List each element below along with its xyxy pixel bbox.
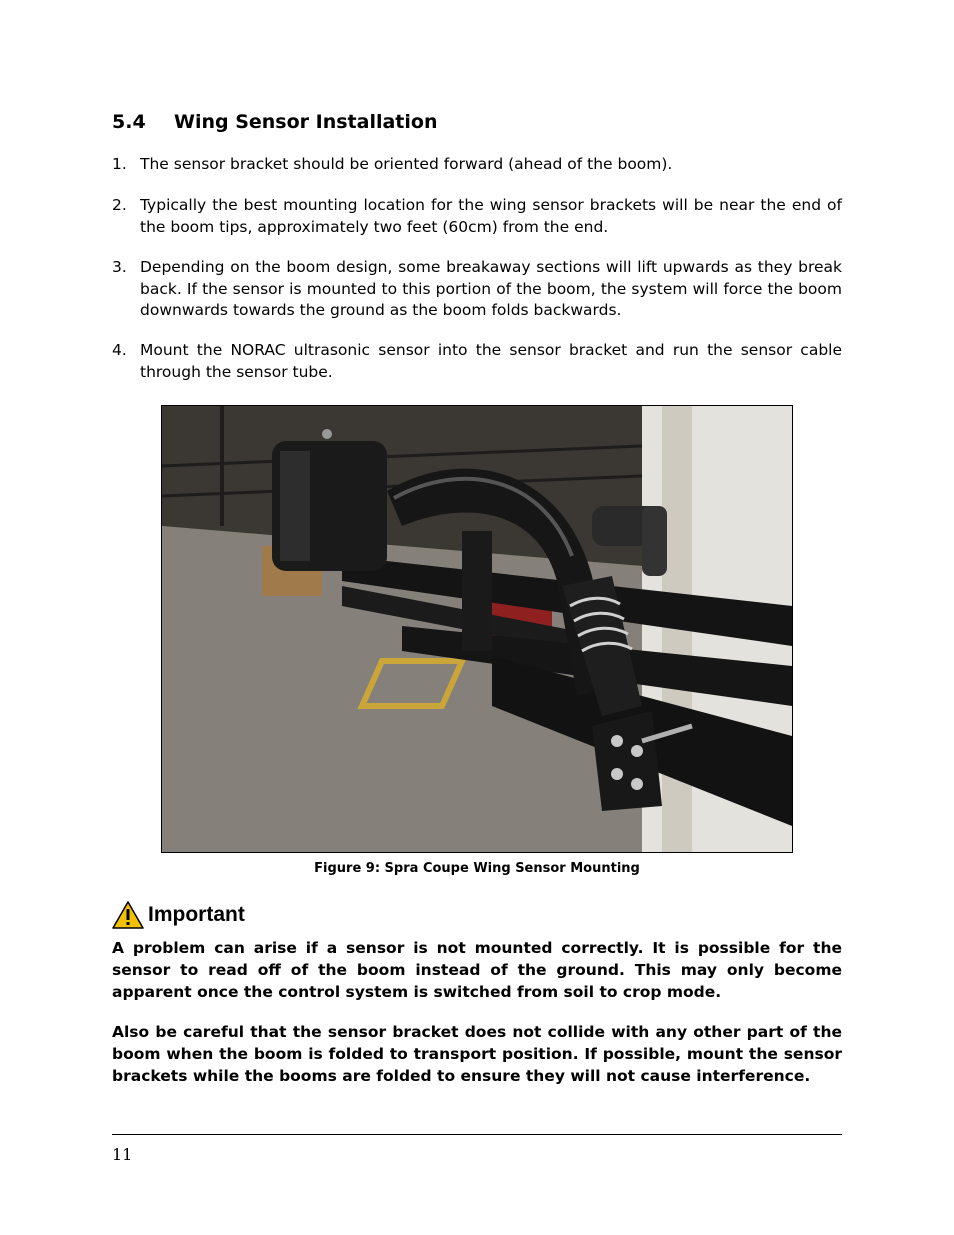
list-item: [112, 257, 842, 322]
list-item: [112, 195, 842, 238]
warning-triangle-icon: [112, 900, 144, 930]
page-number: 11: [112, 1145, 133, 1164]
section-title: Wing Sensor Installation: [174, 111, 438, 133]
step-text: Typically the best mounting location for the wing sensor brackets will be near the end of the boom tips, approximately two feet (60cm) from the end.: [140, 196, 842, 236]
step-text: The sensor bracket should be oriented forward (ahead of the boom).: [140, 155, 673, 173]
important-label: Important: [148, 903, 245, 926]
list-item: [112, 154, 842, 176]
step-number: 3.: [112, 258, 127, 276]
sensor-mounting-photo: [161, 405, 793, 853]
step-number: 1.: [112, 155, 127, 173]
section-heading: [112, 111, 438, 133]
photo-illustration: [162, 406, 792, 852]
important-paragraph: A problem can arise if a sensor is not mounted correctly. It is possible for the sensor to read off of the boom instead of the ground. This may only become apparent once the control system is switched from soil to crop mode.: [112, 939, 842, 1001]
list-item: [112, 340, 842, 383]
important-paragraph: Also be careful that the sensor bracket does not collide with any other part of the boom when the boom is folded to transport position. If possible, mount the sensor brackets while the booms are folded to ensure they will not cause interference.: [112, 1023, 842, 1085]
important-heading: [112, 899, 245, 931]
step-text: Mount the NORAC ultrasonic sensor into the sensor bracket and run the sensor cable through the sensor tube.: [140, 341, 842, 381]
figure-caption: Figure 9: Spra Coupe Wing Sensor Mounting: [314, 861, 640, 876]
step-text: Depending on the boom design, some breakaway sections will lift upwards as they break back. If the sensor is mounted to this portion of the boom, the system will force the boom downwards towards the ground as the boom folds backwards.: [140, 258, 842, 319]
step-number: 4.: [112, 341, 127, 359]
section-number: 5.4: [112, 111, 146, 133]
step-number: 2.: [112, 196, 127, 214]
footer-divider: [112, 1134, 842, 1135]
